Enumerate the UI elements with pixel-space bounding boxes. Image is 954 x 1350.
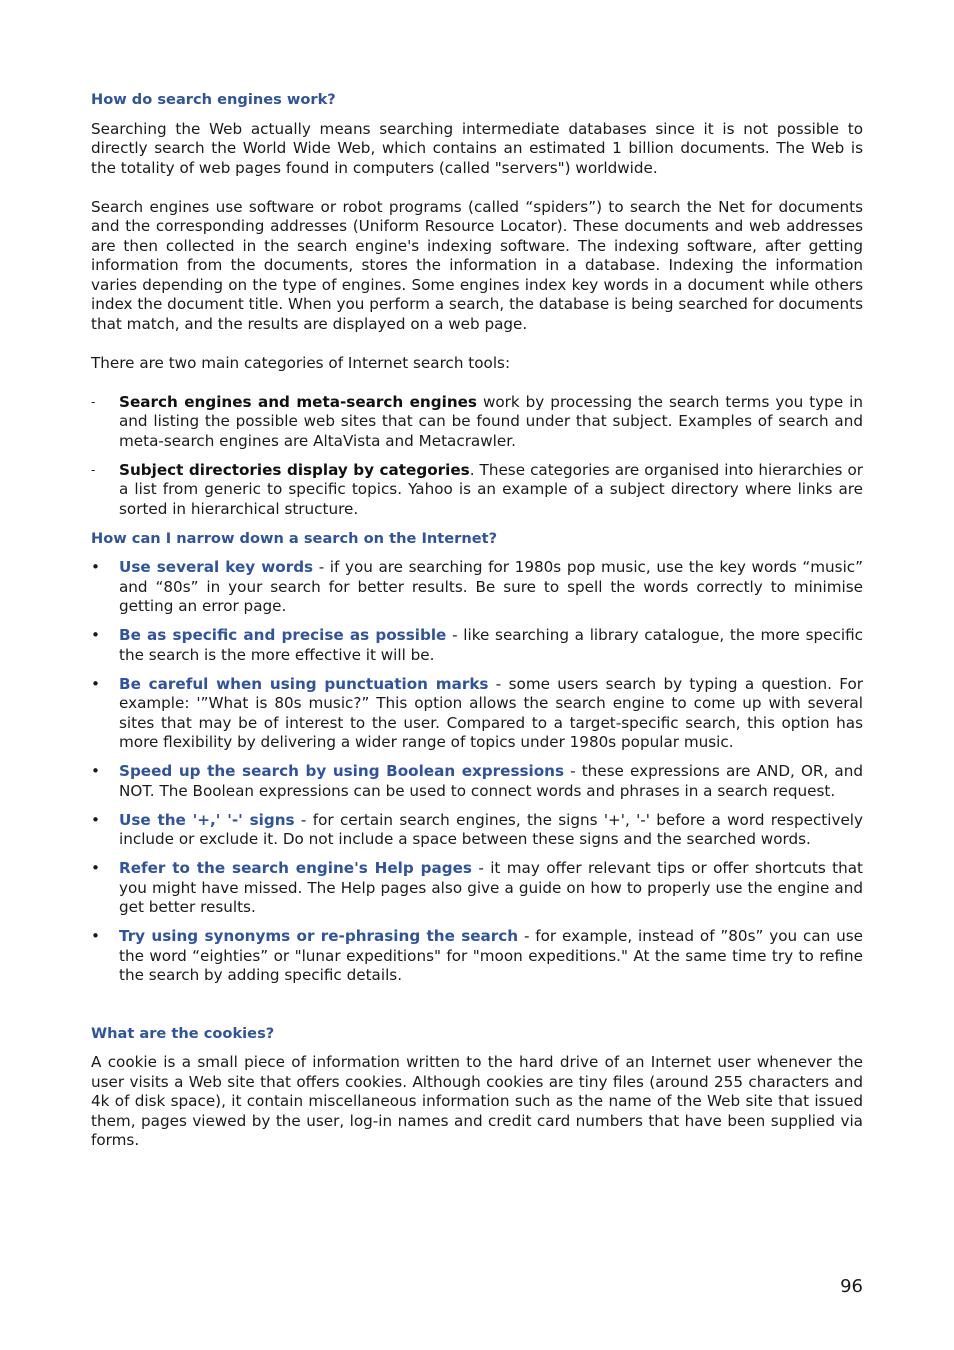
list-item: [91, 927, 863, 986]
tip-text: - for certain search engines, the signs '+', '-' before a word respectively include or exclude it. Do not include a space between these signs and the searched words.: [119, 810, 864, 848]
list-item: [91, 626, 863, 665]
dash-marker: -: [91, 462, 96, 477]
dash-marker: -: [91, 394, 96, 409]
tip-lead: Be careful when using punctuation marks: [119, 674, 489, 693]
list-item: [91, 461, 863, 520]
bullet-icon: [91, 626, 100, 646]
tip-text: - these expressions are AND, OR, and NOT. The Boolean expressions can be used to connect words and phrases in a search request.: [119, 762, 863, 800]
bullet-icon: [91, 859, 100, 879]
list-item: [91, 558, 863, 617]
paragraph-cookies: A cookie is a small piece of information written to the hard drive of an Internet user whenever the user visits a Web site that offers cookies. Although cookies are tiny files (around 255 characters and 4k of disk space), it contain miscellaneous information such as the name of the Web site that issued them, pages viewed by the user, log-in names and credit card numbers that have been supplied via forms.: [91, 1053, 863, 1149]
tip-text: - if you are searching for 1980s pop music, use the key words “music” and “80s” in your search for better results. Be sure to spell the words correctly to minimise getting an error page.: [119, 558, 864, 615]
list-item: [91, 811, 863, 850]
section-heading-cookies: What are the cookies?: [91, 1024, 275, 1042]
category-text: work by processing the search terms you type in and listing the possible web sites that can be found under that subject. Examples of search and meta-search engines are AltaVista and Metacrawler.: [119, 392, 863, 450]
bullet-icon: [91, 675, 100, 695]
section-heading-search-engines: How do search engines work?: [91, 91, 336, 108]
section-heading-narrow-search: How can I narrow down a search on the Internet?: [91, 529, 498, 547]
bullet-icon: [91, 927, 100, 947]
paragraph-searching-web: Searching the Web actually means searching intermediate databases since it is not possible to directly search the World Wide Web, which contains an estimated 1 billion documents. The Web is the totality of web pages found in computers (called "servers") worldwide.: [91, 119, 863, 177]
tip-lead: Use several key words: [119, 558, 314, 576]
tip-lead: Use the '+,' '-' signs: [119, 810, 295, 829]
paragraph-spiders: Search engines use software or robot programs (called “spiders”) to search the Net for documents and the corresponding addresses (Uniform Resource Locator). These documents and web addresses are then collected in the search engine's indexing software. The indexing software, after getting information from the documents, stores the information in a database. Indexing the information varies depending on the type of engines. Some engines index key words in a document while others index the document title. When you perform a search, the database is being searched for documents that match, and the results are displayed on a web page.: [91, 197, 863, 333]
paragraph-two-categories: There are two main categories of Internet search tools:: [91, 353, 511, 372]
tip-lead: Try using synonyms or re-phrasing the search: [119, 927, 519, 945]
tip-text: - for example, instead of ”80s” you can use the word “eighties” or "lunar expeditions" for "moon expeditions." At the same time try to refine the search by adding specific details.: [119, 927, 863, 984]
bullet-icon: [91, 558, 100, 578]
page-number: 96: [840, 1276, 863, 1297]
list-item: [91, 859, 863, 918]
list-item: [91, 393, 863, 452]
bullet-icon: [91, 762, 100, 782]
list-item: [91, 675, 863, 753]
search-tips-list: [91, 558, 863, 986]
tip-text: - like searching a library catalogue, the more specific the search is the more effective it will be.: [119, 626, 863, 664]
tip-text: - it may offer relevant tips or offer shortcuts that you might have missed. The Help pages also give a guide on how to properly use the engine and get better results.: [119, 859, 863, 916]
tip-text: - some users search by typing a question. For example: '”What is 80s music?” This option allows the search engine to come up with several sites that may be of interest to the user. Compared to a target-specific search, this option has more flexibility by delivering a wider range of topics under 1980s popular music.: [119, 674, 863, 751]
bullet-icon: [91, 811, 100, 831]
category-lead: Subject directories display by categories: [119, 460, 470, 479]
tip-lead: Refer to the search engine's Help pages: [119, 859, 472, 877]
list-item: [91, 762, 863, 801]
tip-lead: Speed up the search by using Boolean expressions: [119, 762, 565, 780]
category-text: . These categories are organised into hierarchies or a list from generic to specific topics. Yahoo is an example of a subject directory where links are sorted in hierarchical structure.: [119, 460, 863, 518]
tip-lead: Be as specific and precise as possible: [119, 626, 447, 644]
category-lead: Search engines and meta-search engines: [119, 392, 477, 411]
document-page: [91, 90, 863, 1151]
search-tool-categories-list: [91, 393, 863, 520]
